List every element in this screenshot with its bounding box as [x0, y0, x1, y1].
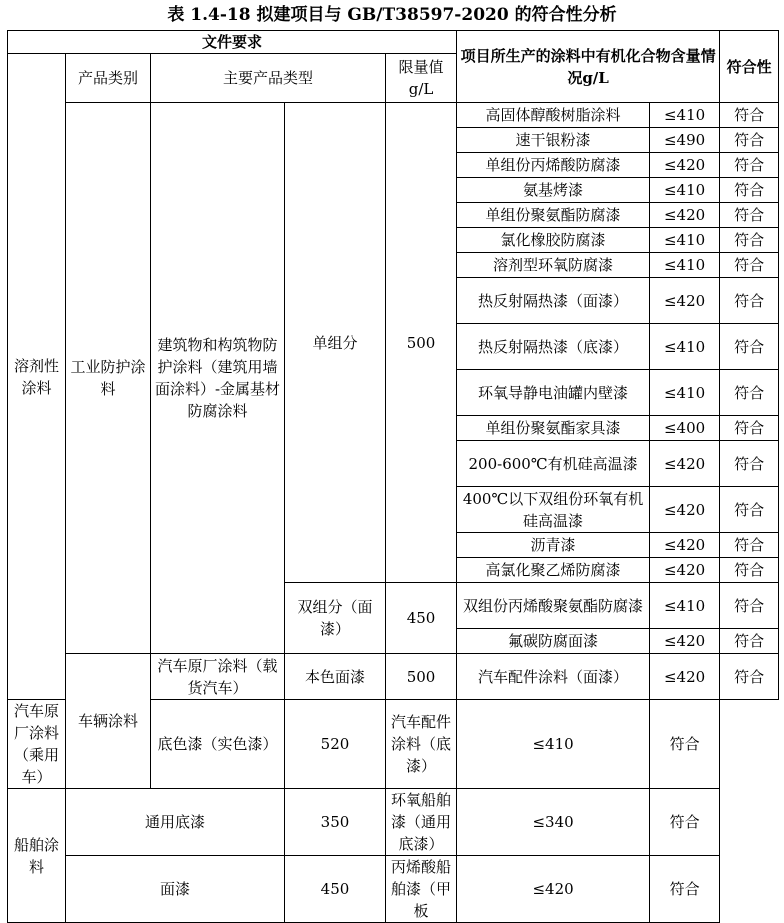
compliance-result: 符合 — [720, 153, 779, 178]
solid-topcoat-type: 本色面漆 — [285, 654, 386, 700]
project-content-header: 项目所生产的涂料中有机化合物含量情况g/L — [457, 31, 720, 103]
compliance-header: 符合性 — [720, 31, 779, 103]
compliance-result: 符合 — [720, 558, 779, 583]
group-single-component: 单组分 — [285, 103, 386, 583]
header-row — [8, 31, 779, 54]
project-coating-name: 热反射隔热漆（面漆） — [457, 278, 650, 324]
project-coating-name: 沥青漆 — [457, 533, 650, 558]
project-coating-name: 单组份聚氨酯家具漆 — [457, 416, 650, 441]
compliance-result: 符合 — [720, 228, 779, 253]
project-voc-value: ≤490 — [650, 128, 720, 153]
ship-primer-type: 通用底漆 — [66, 789, 285, 856]
group-solvent-coating: 溶剂性涂料 — [8, 54, 66, 700]
project-voc-value: ≤420 — [457, 856, 650, 923]
project-coating-name: 丙烯酸船舶漆（甲板 — [386, 856, 457, 923]
group-double-component: 双组分（面漆） — [285, 583, 386, 654]
project-voc-value: ≤420 — [650, 629, 720, 654]
compliance-result: 符合 — [720, 203, 779, 228]
project-voc-value: ≤400 — [650, 416, 720, 441]
ship-topcoat-type: 面漆 — [66, 856, 285, 923]
project-coating-name: 单组份丙烯酸防腐漆 — [457, 153, 650, 178]
project-voc-value: ≤410 — [457, 700, 650, 789]
product-category-header: 产品类别 — [66, 54, 151, 103]
compliance-result: 符合 — [720, 128, 779, 153]
table-row — [8, 789, 779, 856]
compliance-result: 符合 — [720, 253, 779, 278]
group-ship-coating: 船舶涂料 — [8, 789, 66, 923]
table-row — [8, 856, 779, 923]
project-voc-value: ≤410 — [650, 370, 720, 416]
project-voc-value: ≤420 — [650, 533, 720, 558]
project-voc-value: ≤410 — [650, 103, 720, 128]
project-coating-name: 双组份丙烯酸聚氨酯防腐漆 — [457, 583, 650, 629]
compliance-result: 符合 — [720, 278, 779, 324]
table-row — [8, 103, 779, 128]
project-voc-value: ≤420 — [650, 558, 720, 583]
compliance-table — [7, 30, 779, 923]
project-coating-name: 200-600℃有机硅高温漆 — [457, 441, 650, 487]
compliance-result: 符合 — [650, 856, 720, 923]
table-row — [8, 654, 779, 700]
limit-double-component: 450 — [386, 583, 457, 654]
limit-single-component: 500 — [386, 103, 457, 583]
project-coating-name: 高固体醇酸树脂涂料 — [457, 103, 650, 128]
project-coating-name: 高氯化聚乙烯防腐漆 — [457, 558, 650, 583]
project-voc-value: ≤420 — [650, 654, 720, 700]
project-voc-value: ≤410 — [650, 178, 720, 203]
project-voc-value: ≤410 — [650, 324, 720, 370]
compliance-result: 符合 — [720, 103, 779, 128]
limit-ship-primer: 350 — [285, 789, 386, 856]
truck-coating-type: 汽车原厂涂料（载货汽车） — [151, 654, 285, 700]
project-voc-value: ≤410 — [650, 253, 720, 278]
compliance-result: 符合 — [720, 370, 779, 416]
main-product-type-header: 主要产品类型 — [151, 54, 386, 103]
project-coating-name: 热反射隔热漆（底漆） — [457, 324, 650, 370]
compliance-result: 符合 — [720, 178, 779, 203]
project-voc-value: ≤410 — [650, 228, 720, 253]
compliance-result: 符合 — [720, 324, 779, 370]
group-industrial-coating: 工业防护涂料 — [66, 103, 151, 654]
table-title: 表 1.4-18 拟建项目与 GB/T38597-2020 的符合性分析 — [167, 5, 617, 25]
compliance-result: 符合 — [720, 629, 779, 654]
project-coating-name: 速干银粉漆 — [457, 128, 650, 153]
project-coating-name: 汽车配件涂料（面漆） — [457, 654, 650, 700]
compliance-result: 符合 — [720, 654, 779, 700]
project-voc-value: ≤420 — [650, 203, 720, 228]
project-coating-name: 氟碳防腐面漆 — [457, 629, 650, 654]
project-coating-name: 单组份聚氨酯防腐漆 — [457, 203, 650, 228]
compliance-result: 符合 — [720, 583, 779, 629]
project-coating-name: 环氧船舶漆（通用底漆） — [386, 789, 457, 856]
group-building-coating: 建筑物和构筑物防护涂料（建筑用墙面涂料）-金属基材防腐涂料 — [151, 103, 285, 654]
project-coating-name: 溶剂型环氧防腐漆 — [457, 253, 650, 278]
project-voc-value: ≤340 — [457, 789, 650, 856]
limit-truck: 500 — [386, 654, 457, 700]
compliance-result: 符合 — [720, 416, 779, 441]
compliance-result: 符合 — [720, 487, 779, 533]
project-voc-value: ≤420 — [650, 441, 720, 487]
limit-header: 限量值g/L — [386, 54, 457, 103]
compliance-result: 符合 — [650, 700, 720, 789]
project-voc-value: ≤420 — [650, 487, 720, 533]
project-coating-name: 氯化橡胶防腐漆 — [457, 228, 650, 253]
limit-car: 520 — [285, 700, 386, 789]
base-coat-type: 底色漆（实色漆） — [151, 700, 285, 789]
car-coating-type: 汽车原厂涂料（乘用车） — [8, 700, 66, 789]
compliance-result: 符合 — [720, 533, 779, 558]
project-coating-name: 汽车配件涂料（底漆） — [386, 700, 457, 789]
project-voc-value: ≤410 — [650, 583, 720, 629]
compliance-result: 符合 — [650, 789, 720, 856]
project-voc-value: ≤420 — [650, 153, 720, 178]
limit-ship-topcoat: 450 — [285, 856, 386, 923]
project-coating-name: 环氧导静电油罐内壁漆 — [457, 370, 650, 416]
compliance-result: 符合 — [720, 441, 779, 487]
project-voc-value: ≤420 — [650, 278, 720, 324]
doc-requirements-header: 文件要求 — [8, 31, 457, 54]
group-vehicle-coating: 车辆涂料 — [66, 654, 151, 789]
project-coating-name: 400℃以下双组份环氧有机硅高温漆 — [457, 487, 650, 533]
project-coating-name: 氨基烤漆 — [457, 178, 650, 203]
